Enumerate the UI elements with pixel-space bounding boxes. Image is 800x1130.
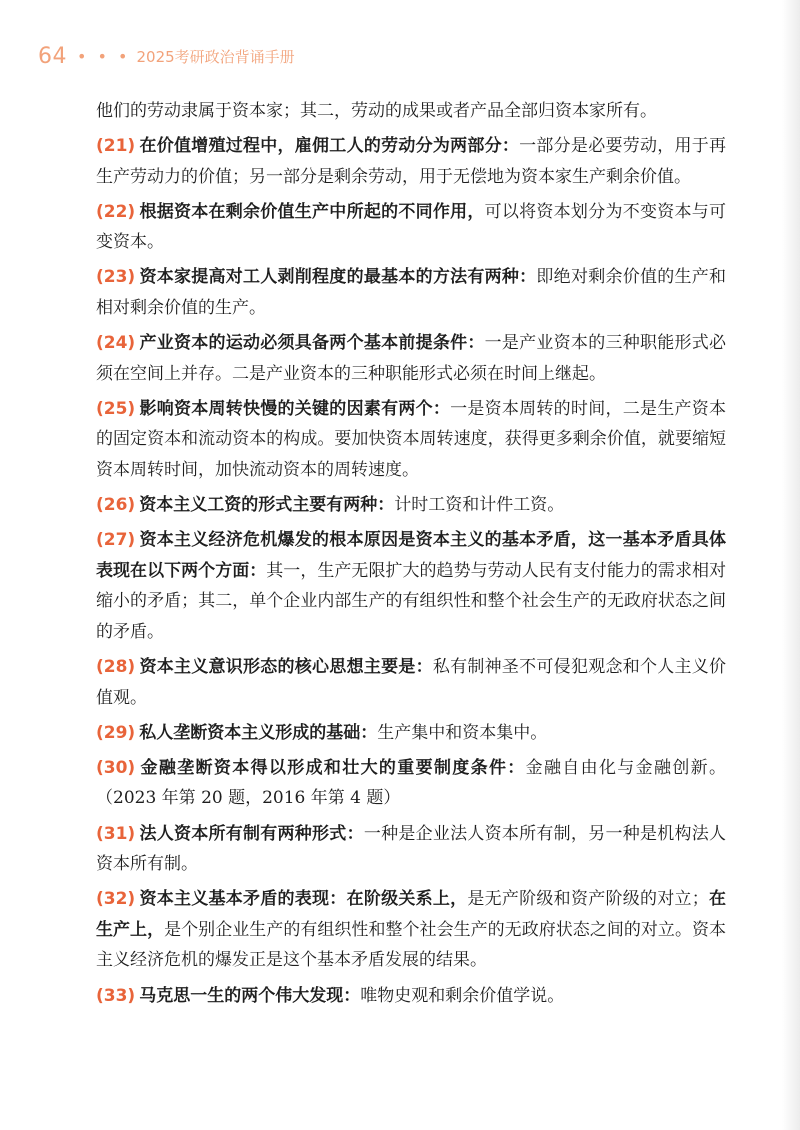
item-heading: 资本主义工资的形式主要有两种： [139,495,395,516]
item-text: 可以将资本划分为不变资本与可变资本。 [96,201,727,253]
item-25 [96,394,726,486]
item-32 [96,884,726,976]
item-21 [96,131,726,192]
item-number: (23) [96,267,136,288]
item-30 [96,753,726,814]
item-text: 唯物史观和剩余价值学说。 [360,985,565,1006]
item-24 [96,328,726,389]
item-text: 一种是企业法人资本所有制，另一种是机构法人资本所有制。 [96,823,727,875]
item-text: 是无产阶级和资产阶级的对立； [467,889,709,910]
item-text: 私有制神圣不可侵犯观念和个人主义价值观。 [96,657,727,708]
page-edge-shadow [782,0,800,1130]
item-26 [96,490,726,521]
item-heading: 法人资本所有制有两种形式： [139,823,364,844]
item-number: (26) [96,495,136,516]
item-number: (24) [96,333,136,354]
item-heading: 影响资本周转快慢的关键的因素有两个： [139,398,451,419]
item-number: (33) [96,985,136,1006]
item-number: (32) [96,889,136,910]
item-text: 生产集中和资本集中。 [377,722,548,743]
item-text-2: 是个别企业生产的有组织性和整个社会生产的无政府状态之间的对立。资本主义经济危机的爆发正是这个基本矛盾发展的结果。 [96,919,727,971]
header-dots: • • • [77,46,131,66]
intro-paragraph: 他们的劳动隶属于资本家；其二，劳动的成果或者产品全部归资本家所有。 [96,101,657,121]
page-body [96,96,726,1016]
item-22 [96,197,726,258]
item-28 [96,652,726,713]
item-33 [96,981,726,1012]
item-heading: 根据资本在剩余价值生产中所起的不同作用， [139,201,485,222]
item-text: 即绝对剩余价值的生产和相对剩余价值的生产。 [96,267,727,319]
item-heading: 金融垄断资本得以形成和壮大的重要制度条件： [139,757,526,778]
item-heading: 资本主义基本矛盾的表现：在阶级关系上， [139,889,468,910]
item-heading-2: 在生产上， [96,889,727,940]
item-text: 一是资本周转的时间，二是生产资本的固定资本和流动资本的构成。要加快资本周转速度，获得更多剩余价值，就要缩短资本周转时间，加快流动资本的周转速度。 [96,398,727,481]
item-text: 一部分是必要劳动，用于再生产劳动力的价值；另一部分是剩余劳动，用于无偿地为资本家生产剩余价值。 [96,136,727,187]
item-number: (21) [96,136,136,157]
item-number: (27) [96,530,136,551]
item-number: (28) [96,657,136,678]
item-heading: 产业资本的运动必须具备两个基本前提条件： [139,333,485,354]
item-number: (25) [96,398,136,419]
item-heading: 在价值增殖过程中，雇佣工人的劳动分为两部分： [139,136,520,157]
item-heading: 马克思一生的两个伟大发现： [139,985,361,1006]
book-title: 2025考研政治背诵手册 [136,47,295,66]
item-heading: 私人垄断资本主义形成的基础： [139,722,378,743]
item-27 [96,525,726,647]
item-text: 金融自由化与金融创新。（2023 年第 20 题，2016 年第 4 题） [96,757,726,809]
item-29 [96,718,726,749]
item-number: (30) [96,757,136,778]
item-number: (31) [96,823,136,844]
item-31 [96,819,726,880]
item-heading: 资本家提高对工人剥削程度的最基本的方法有两种： [139,267,537,288]
page-number: 64 [38,43,67,69]
item-heading: 资本主义经济危机爆发的根本原因是资本主义的基本矛盾，这一基本矛盾具体表现在以下两个方面： [96,530,726,581]
item-23 [96,262,726,323]
item-text: 其一，生产无限扩大的趋势与劳动人民有支付能力的需求相对缩小的矛盾；其二，单个企业内部生产的有组织性和整个社会生产的无政府状态之间的矛盾。 [96,560,727,642]
item-number: (22) [96,201,136,222]
item-number: (29) [96,722,136,743]
item-heading: 资本主义意识形态的核心思想主要是： [139,657,433,678]
item-text: 计时工资和计件工资。 [394,495,565,516]
item-text: 一是产业资本的三种职能形式必须在空间上并存。二是产业资本的三种职能形式必须在时间上继起。 [96,333,727,384]
page-header [38,40,295,72]
